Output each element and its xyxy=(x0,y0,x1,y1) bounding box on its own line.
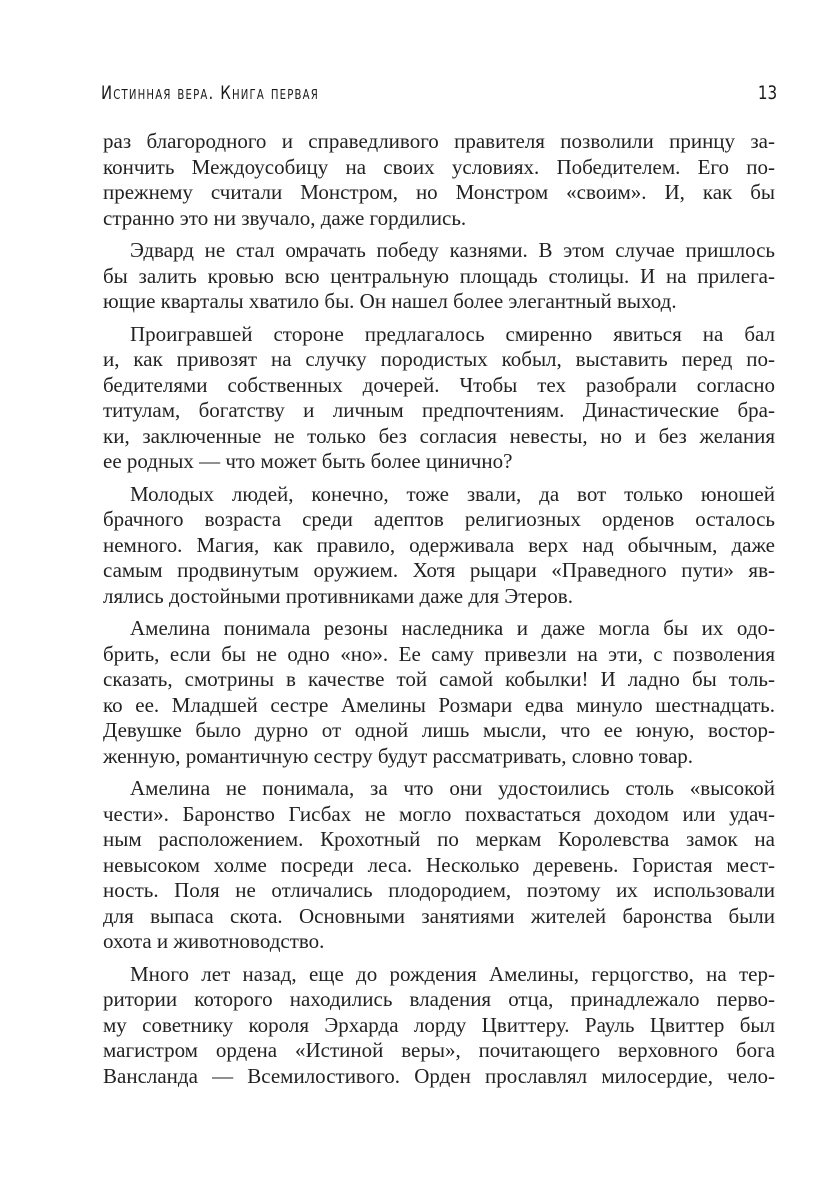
text-line: ее родных — что может быть более цинично? xyxy=(103,449,513,473)
text-line: Амелина понимала резоны наследника и даже могла бы их одо- xyxy=(130,616,775,640)
text-line: охота и животноводство. xyxy=(103,929,325,953)
text-line: раз благородного и справедливого правителя позволили принцу за- xyxy=(103,129,775,153)
text-line: Девушке было дурно от одной лишь мысли, что ее юную, востор- xyxy=(103,718,775,742)
text-line: ритории которого находились владения отца, принадлежало перво- xyxy=(103,987,775,1011)
text-line: для выпаса скота. Основными занятиями жителей баронства были xyxy=(103,903,775,928)
text-line: немного. Магия, как правило, одерживала верх над обычным, даже xyxy=(103,532,775,557)
text-line: ки, заключенные не только без согласия невесты, но и без желания xyxy=(103,423,775,448)
text-line: Много лет назад, еще до рождения Амелины, герцогство, на тер- xyxy=(130,961,775,986)
text-line: сказать, смотрины в качестве той самой кобылки! И ладно бы толь- xyxy=(103,667,775,691)
text-line: прежнему считали Монстром, но Монстром «своим». И, как бы xyxy=(103,180,775,204)
text-line: Вансланда — Всемилостивого. Орден прославлял милосердие, чело- xyxy=(103,1063,775,1088)
text-line: ность. Поля не отличались плодородием, поэтому их использовали xyxy=(103,878,775,902)
text-line: ным расположением. Крохотный по меркам Королевства замок на xyxy=(103,827,775,851)
text-line: Амелина не понимала, за что они удостоились столь «высокой xyxy=(130,776,775,800)
paragraph xyxy=(103,776,775,955)
text-line: ющие кварталы хватило бы. Он нашел более элегантный выход. xyxy=(103,289,677,313)
paragraph xyxy=(103,322,775,475)
text-line: магистром ордена «Истиной веры», почитающего верховного бога xyxy=(103,1038,775,1062)
text-line: лялись достойными противниками даже для Этеров. xyxy=(103,583,573,608)
text-line: брить, если бы не одно «но». Ее саму привезли на эти, с позволения xyxy=(103,641,775,666)
text-line: кончить Междоусобицу на своих условиях. Победителем. Его по- xyxy=(103,154,775,179)
running-header xyxy=(101,82,777,106)
text-line: брачного возраста среди адептов религиозных орденов осталось xyxy=(103,507,775,531)
text-line: Эдвард не стал омрачать победу казнями. В этом случае пришлось xyxy=(130,238,775,262)
text-line: невысоком холме посреди леса. Несколько деревень. Гористая мест- xyxy=(103,852,775,877)
text-line: и, как привозят на случку породистых кобыл, выставить перед по- xyxy=(103,347,775,371)
page-number: 13 xyxy=(757,82,777,104)
text-line: титулам, богатству и личным предпочтениям. Династические бра- xyxy=(103,398,775,422)
text-line: ко ее. Младшей сестре Амелины Розмари едва минуло шестнадцать. xyxy=(103,692,775,717)
text-line: Молодых людей, конечно, тоже звали, да вот только юношей xyxy=(130,481,775,506)
text-line: женную, романтичную сестру будут рассматривать, словно товар. xyxy=(103,743,694,768)
paragraph xyxy=(103,616,775,769)
text-line: му советнику короля Эрхарда лорду Цвиттеру. Рауль Цвиттер был xyxy=(103,1012,775,1037)
text-line: самым продвинутым оружием. Хотя рыцари «Праведного пути» яв- xyxy=(103,558,775,582)
paragraph xyxy=(103,962,775,1090)
text-line: странно это ни звучало, даже гордились. xyxy=(103,205,467,230)
paragraph xyxy=(103,482,775,610)
running-title: Истинная вера. Книга первая xyxy=(101,82,319,104)
body-text xyxy=(103,129,775,1089)
text-line: чести». Баронство Гисбах не могло похвастаться доходом или удач- xyxy=(103,801,775,826)
paragraph xyxy=(103,129,775,231)
paragraph xyxy=(103,238,775,315)
text-line: бедителями собственных дочерей. Чтобы тех разобрали согласно xyxy=(103,372,775,397)
text-line: бы залить кровью всю центральную площадь столицы. И на прилега- xyxy=(103,263,775,288)
text-line: Проигравшей стороне предлагалось смиренно явиться на бал xyxy=(130,321,775,346)
